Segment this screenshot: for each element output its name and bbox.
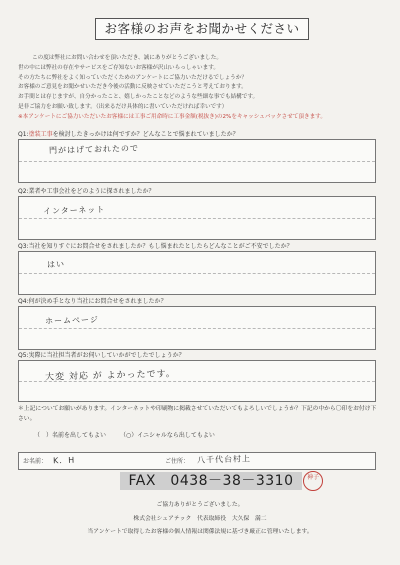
answer-1-handwriting: 門がはげておれたので [48, 143, 140, 156]
company-line: 株式会社シェアテック 代表取締役 大久保 満二 [133, 516, 267, 522]
page-title: お客様のお声をお聞かせください [95, 18, 309, 40]
answer-2-handwriting: インターネット [42, 205, 106, 216]
intro-line-6: 是非ご協力をお願い致します。（出来るだけ具体的に書いていただければ幸いです） [18, 103, 228, 110]
answer-box-5[interactable] [18, 360, 376, 402]
option-name-ok[interactable]: （ ）名前を出してもよい [34, 432, 107, 439]
address-value[interactable]: 八千代台村上 [196, 454, 252, 465]
question-1 [18, 129, 239, 138]
question-3: Q3:当社を知りすぐにお問合せをされましたか？もし悩まれたとしたらどんなことがご不安でしたか？ [18, 243, 293, 250]
intro-line-1: この度は弊社にお問い合わせを頂いただき、誠にありがとうございました。 [32, 55, 222, 61]
intro-line-2: 世の中には弊社の存在やサービスをご存知ないお客様が沢山いらっしゃいます。 [18, 64, 219, 71]
company-seal: 神子 [303, 471, 323, 491]
intro-line-3: その方たちに弊社をよく知っていただくためのアンケートにご協力いただけるでしょうか？ [18, 74, 247, 81]
question-5: Q5:実際に当社担当者がお伺いしていかがでしたでしょうか？ [18, 352, 185, 359]
question-4: Q4:何が決め手となり当社にお問合せをされましたか？ [18, 298, 167, 305]
fax-number: FAX 0438－38－3310 [120, 472, 302, 490]
answer-4-handwriting: ホームページ [44, 315, 99, 326]
question-1-text: を検討したきっかけは何ですか？どんなことで悩まれていましたか？ [52, 131, 239, 138]
answer-box-4[interactable] [18, 306, 376, 350]
publication-consent: ＊上記についてお願いがあります。インターネットや印刷物に掲載させていただいてもよろしいでしょうか？下記の中から〇印をお付け下さい。 [18, 406, 377, 422]
name-address-box [18, 452, 376, 470]
cashback-note: ※本アンケートにご協力いただいたお客様には工事ご用命時に工事金額(税抜き)の2%をキャッシュバックさせて頂きます。 [18, 113, 326, 120]
privacy-note: 当アンケートで取得したお客様の個人情報は関係法規に基づき厳正に管理いたします。 [87, 529, 313, 535]
intro-text [18, 54, 384, 123]
thanks-text: ご協力ありがとうございました。 [156, 502, 244, 508]
intro-line-4: お客様のご意見をお聞かせいただき今後の活動に反映させていただこうと考えております。 [18, 84, 247, 91]
question-1-prefix: Q1: [18, 131, 29, 138]
answer-5-handwriting: 大変 対応 が よかったです。 [44, 369, 177, 383]
question-1-highlight: 塗装工事 [28, 131, 53, 138]
name-value[interactable]: K．H [52, 455, 76, 466]
intro-line-5: お手間とは存じますが、自分かったこと、嬉しかったことなどのような些細な事でも結構です。 [18, 94, 259, 101]
option-initial-ok[interactable]: （○）イニシャルなら出してもよい [120, 432, 215, 439]
answer-box-2[interactable] [18, 196, 376, 240]
answer-box-1[interactable] [18, 139, 376, 183]
answer-box-3[interactable] [18, 251, 376, 295]
answer-3-handwriting: はい [46, 259, 66, 270]
name-label: お名前： [23, 458, 48, 465]
address-label: ご住所： [165, 458, 190, 465]
question-2: Q2:業者や工事会社をどのように探されましたか？ [18, 188, 155, 195]
